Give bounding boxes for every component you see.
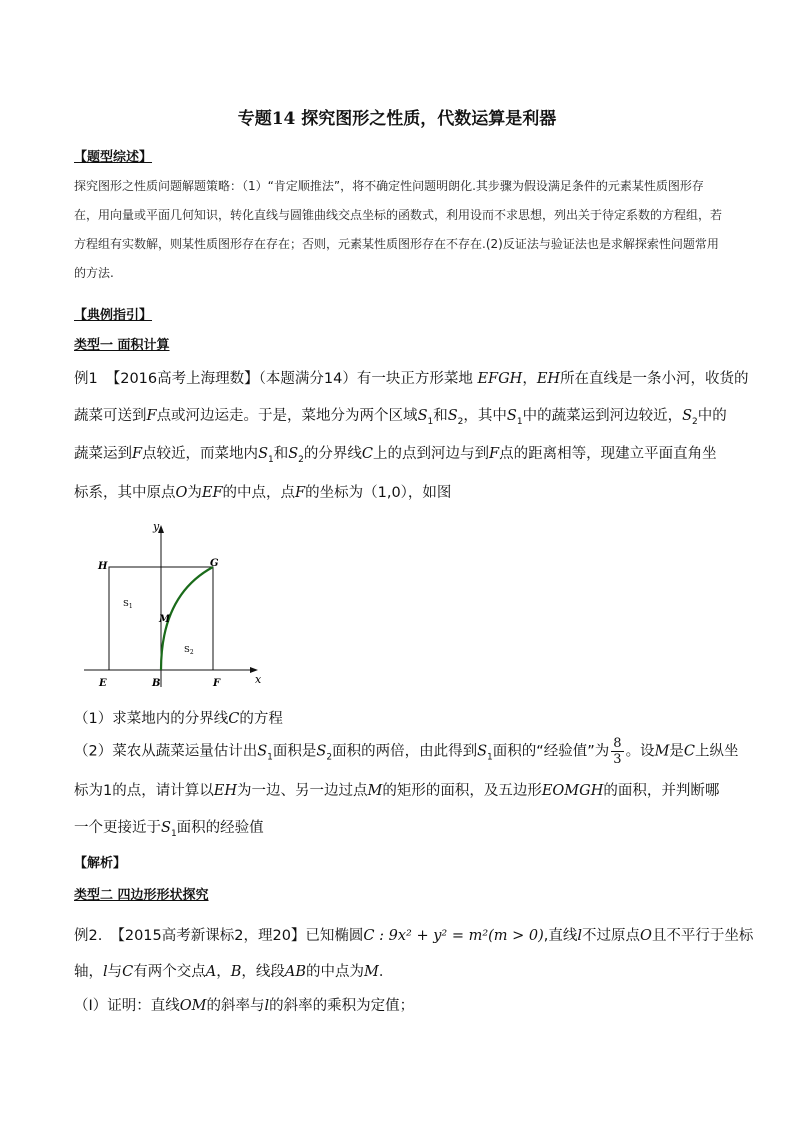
ex1-line-3: 蔬菜运到F点较近，而菜地内$S_1$和$S_2$的分界线C上的点到河边与到F点的距离相等，现建立平面直角坐 bbox=[74, 446, 717, 465]
ex1-line-4: 标系，其中原点O为EF的中点，点F的坐标为（1,0），如图 bbox=[74, 485, 452, 501]
type1-heading: 类型一 面积计算 bbox=[74, 338, 170, 353]
q2-line-1: （2）菜农从蔬菜运量估计出$S_1$面积是$S_2$面积的两倍，由此得到$S_1$面积的“经验值”为 $\frac{8}{3}$ 。设M是C上纵坐 bbox=[74, 736, 739, 767]
label-S1: $S_1$ bbox=[123, 599, 133, 610]
label-B: B bbox=[152, 678, 161, 689]
page-title: 专题14 探究图形之性质，代数运算是利器 bbox=[237, 109, 557, 129]
label-H: H bbox=[98, 561, 108, 572]
ex2-line-2: 轴，l与C有两个交点A，B，线段AB的中点为M． bbox=[74, 964, 394, 980]
label-M: M bbox=[159, 614, 171, 625]
guide-heading: 【典例指引】 bbox=[74, 308, 153, 323]
label-F: F bbox=[213, 678, 221, 689]
label-S2: $S_2$ bbox=[184, 645, 194, 656]
ex1-figure bbox=[72, 515, 272, 690]
q2-line-3: 一个更接近于$S_1$面积的经验值 bbox=[74, 820, 264, 839]
label-G: G bbox=[210, 558, 219, 569]
overview-heading: 【题型综述】 bbox=[74, 150, 153, 165]
experience-fraction: $\frac{8}{3}$ bbox=[613, 736, 622, 767]
q1: （1）求菜地内的分界线C的方程 bbox=[74, 711, 283, 727]
type2-heading: 类型二 四边形形状探究 bbox=[74, 888, 209, 903]
q2-line-2: 标为1的点，请计算以EH为一边、另一边过点M的矩形的面积，及五边形EOMGH的面积，并判断哪 bbox=[74, 783, 720, 799]
ellipse-equation: C : 9x² + y² = m²(m > 0) bbox=[363, 928, 544, 944]
ex1-line-2: 蔬菜可送到F点或河边运走。于是，菜地分为两个区域$S_1$和$S_2$，其中$S_1$中的蔬菜运到河边较近，$S_2$中的 bbox=[74, 408, 727, 427]
ex1-line-1: 例1 【2016高考上海理数】（本题满分14）有一块正方形菜地 EFGH，EH所在直线是一条小河，收货的 bbox=[74, 371, 749, 387]
label-x: x bbox=[255, 673, 262, 686]
label-y: y bbox=[153, 520, 160, 533]
ex2-line-1: 例2. 【2015高考新课标2，理20】已知椭圆C : 9x² + y² = m²(m > 0),直线l不过原点O且不平行于坐标 bbox=[74, 928, 754, 944]
label-E: E bbox=[99, 678, 107, 689]
answer-heading: 【解析】 bbox=[74, 856, 127, 871]
overview-body: 探究图形之性质问题解题策略：（1）“肯定顺推法”，将不确定性问题明朗化.其步骤为假设满足条件的元素某性质图形存在，用向量或平面几何知识，转化直线与圆锥曲线交点坐标的函数式，利用设而不求思想，列出关于待定系数的方程组，若方程组有实数解，则某性质图形存在存在；否则，元素某性质图形存在不存在.(2)反证法与验证法也是求解探索性问题常用的方法. bbox=[74, 179, 723, 280]
ex2-part-1: （Ⅰ）证明：直线OM的斜率与l的斜率的乘积为定值； bbox=[74, 998, 415, 1014]
